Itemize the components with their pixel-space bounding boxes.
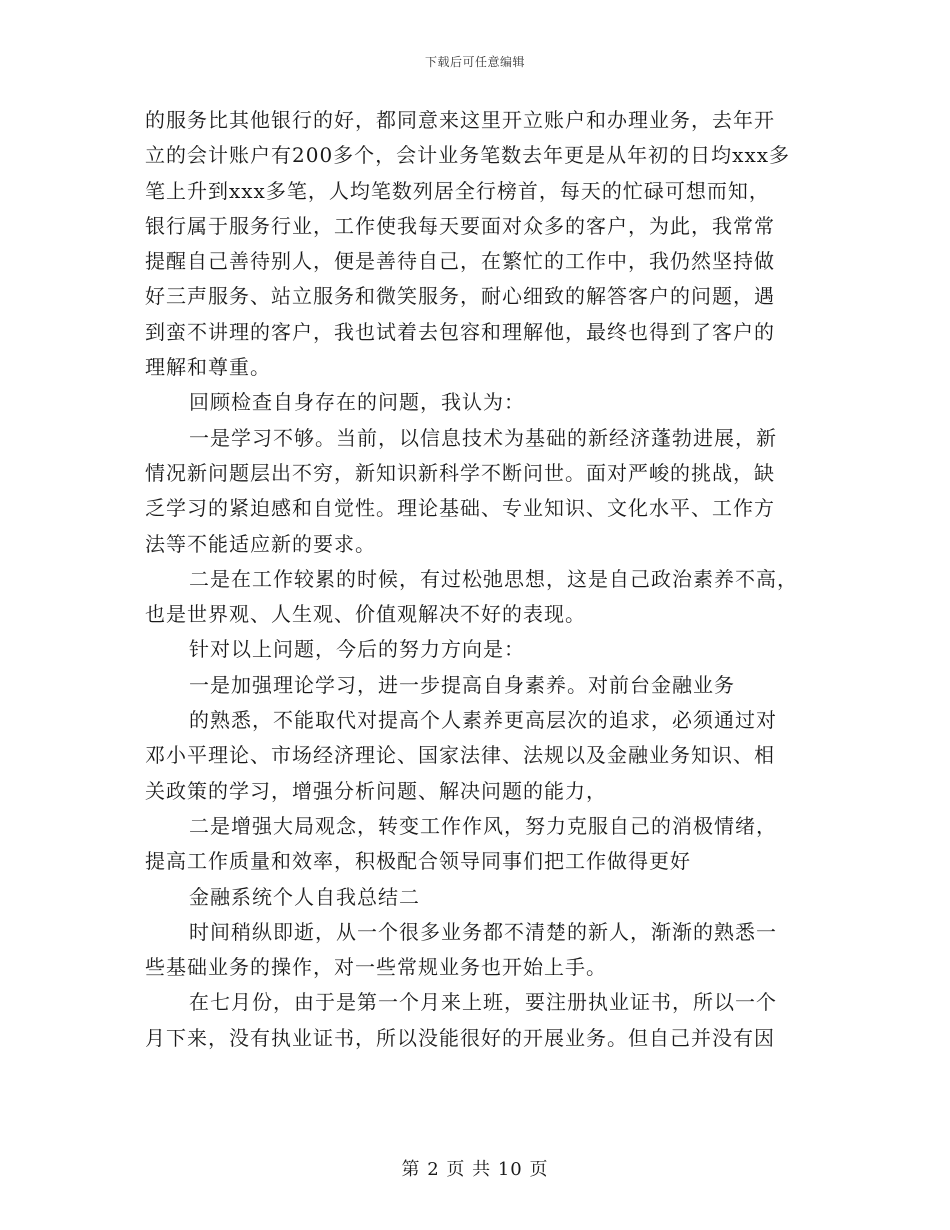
text-line: 些基础业务的操作，对一些常规业务也开始上手。 <box>145 955 607 980</box>
text-line: 在七月份，由于是第一个月来上班，要注册执业证书，所以一个 <box>189 990 777 1015</box>
text-line: 月下来，没有执业证书，所以没能很好的开展业务。但自己并没有因 <box>145 1025 775 1050</box>
text-line: 好三声服务、站立服务和微笑服务，耐心细致的解答客户的问题，遇 <box>145 284 775 309</box>
text-line: 乏学习的紧迫感和自觉性。理论基础、专业知识、文化水平、工作方 <box>145 496 775 521</box>
text-line: 关政策的学习，增强分析问题、解决问题的能力， <box>145 778 607 803</box>
text-line: 到蛮不讲理的客户，我也试着去包容和理解他，最终也得到了客户的 <box>145 319 775 344</box>
page-footer: 第 2 页 共 10 页 <box>401 1159 549 1180</box>
text-line: 的服务比其他银行的好，都同意来这里开立账户和办理业务，去年开 <box>145 108 775 132</box>
text-line: 回顾检查自身存在的问题，我认为： <box>189 390 525 415</box>
text-line: 一是加强理论学习，进一步提高自身素养。对前台金融业务 <box>189 672 735 697</box>
text-line: 笔上升到xxx多笔，人均笔数列居全行榜首，每天的忙碌可想而知， <box>145 178 770 203</box>
text-line: 的熟悉，不能取代对提高个人素养更高层次的追求，必须通过对 <box>189 708 777 733</box>
text-line: 二是在工作较累的时候，有过松弛思想，这是自己政治素养不高， <box>189 566 798 591</box>
document-body <box>145 103 825 1056</box>
text-line: 邓小平理论、市场经济理论、国家法律、法规以及金融业务知识、相 <box>145 743 775 768</box>
text-line: 理解和尊重。 <box>145 355 271 380</box>
text-line: 银行属于服务行业，工作使我每天要面对众多的客户，为此，我常常 <box>145 213 775 238</box>
text-line: 二是增强大局观念，转变工作作风，努力克服自己的消极情绪， <box>189 813 777 838</box>
text-line: 时间稍纵即逝，从一个很多业务都不清楚的新人，渐渐的熟悉一 <box>189 919 777 944</box>
text-line: 一是学习不够。当前，以信息技术为基础的新经济蓬勃进展，新 <box>189 425 777 450</box>
text-line: 立的会计账户有200多个，会计业务笔数去年更是从年初的日均xxx多 <box>145 143 791 168</box>
text-line: 针对以上问题，今后的努力方向是： <box>189 637 525 662</box>
text-line: 法等不能适应新的要求。 <box>145 531 376 556</box>
text-line: 也是世界观、人生观、价值观解决不好的表现。 <box>145 602 586 627</box>
text-line: 金融系统个人自我总结二 <box>189 884 420 909</box>
page-header: 下载后可任意编辑 <box>424 55 525 69</box>
text-line: 提醒自己善待别人，便是善待自己，在繁忙的工作中，我仍然坚持做 <box>145 249 775 274</box>
text-line: 提高工作质量和效率，积极配合领导同事们把工作做得更好 <box>145 849 691 874</box>
text-line: 情况新问题层出不穷，新知识新科学不断问世。面对严峻的挑战，缺 <box>145 460 775 485</box>
